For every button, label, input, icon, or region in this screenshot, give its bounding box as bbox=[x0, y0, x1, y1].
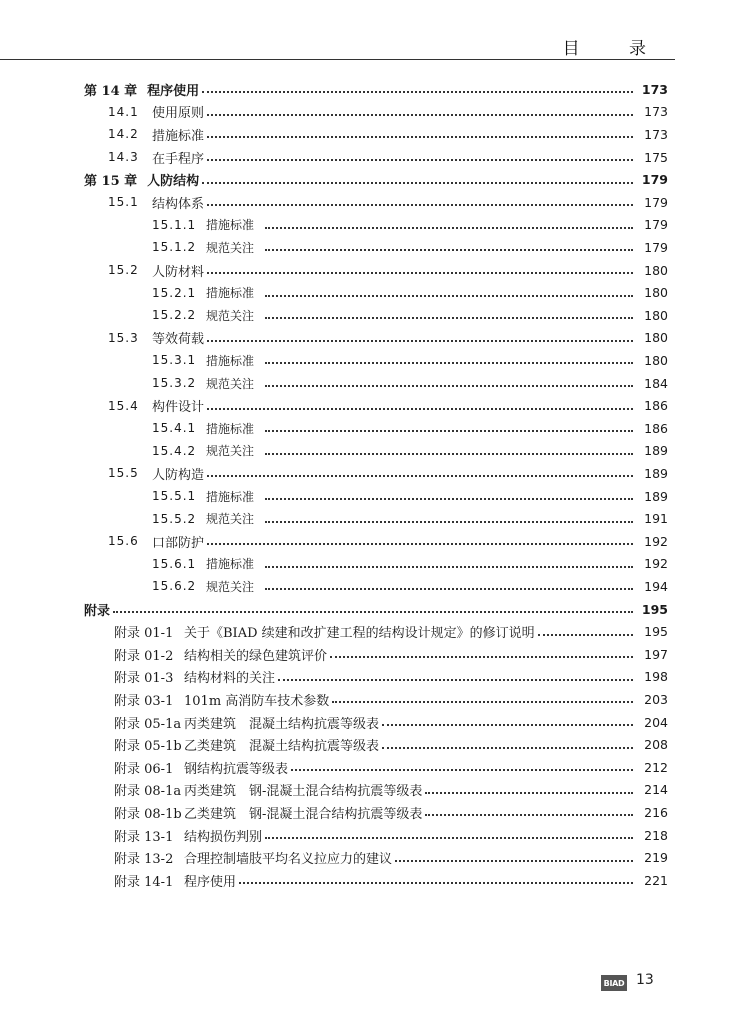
dot-leader bbox=[330, 656, 633, 658]
toc-entry[interactable] bbox=[108, 259, 668, 282]
toc-entry-page: 195 bbox=[641, 601, 668, 617]
toc-entry-title: 规范关注 bbox=[206, 240, 255, 255]
toc-entry[interactable] bbox=[108, 394, 668, 417]
toc-entry[interactable] bbox=[152, 349, 668, 372]
toc-entry-title: 规范关注 bbox=[206, 308, 255, 323]
dot-leader bbox=[395, 860, 633, 862]
toc-entry-title: 措施标准 bbox=[206, 218, 255, 233]
toc-entry-title: 合理控制墙肢平均名义拉应力的建议 bbox=[184, 852, 393, 868]
toc-entry-page: 173 bbox=[641, 81, 668, 97]
dot-leader bbox=[207, 340, 633, 342]
toc-entry[interactable] bbox=[114, 688, 668, 711]
dot-leader bbox=[207, 272, 633, 274]
dot-leader bbox=[265, 430, 633, 432]
toc-entry[interactable] bbox=[152, 236, 668, 259]
dot-leader bbox=[332, 701, 633, 703]
toc-entry-title: 丙类建筑 钢-混凝土混合结构抗震等级表 bbox=[184, 784, 423, 800]
toc-entry-number: 附录 08-1b bbox=[114, 806, 182, 822]
toc-entry-number: 第 14 章 bbox=[84, 83, 138, 99]
toc-entry-page: 180 bbox=[644, 352, 668, 368]
toc-entry-number: 15.5.1 bbox=[152, 489, 197, 504]
dot-leader bbox=[265, 295, 633, 297]
toc-entry-number: 15.4.2 bbox=[152, 443, 197, 458]
toc-entry-title: 规范关注 bbox=[206, 444, 255, 459]
toc-entry[interactable] bbox=[152, 372, 668, 395]
page-number: 13 bbox=[636, 972, 654, 988]
toc-entry-number: 14.2 bbox=[108, 127, 139, 142]
toc-entry-title: 措施标准 bbox=[206, 286, 255, 301]
toc-entry[interactable] bbox=[108, 146, 668, 169]
toc-entry[interactable] bbox=[152, 440, 668, 463]
toc-entry-title: 丙类建筑 混凝土结构抗震等级表 bbox=[184, 716, 380, 732]
toc-entry-number: 15.1.2 bbox=[152, 240, 197, 255]
toc-entry-page: 179 bbox=[644, 239, 668, 255]
toc-entry[interactable] bbox=[114, 801, 668, 824]
dot-leader bbox=[382, 747, 633, 749]
toc-entry[interactable] bbox=[114, 756, 668, 779]
toc-entry[interactable] bbox=[152, 304, 668, 327]
toc-entry-number: 附录 08-1a bbox=[114, 784, 182, 800]
toc-entry-title: 结构体系 bbox=[152, 196, 205, 212]
toc-entry-number: 附录 01-3 bbox=[114, 671, 174, 687]
toc-entry[interactable] bbox=[114, 711, 668, 734]
toc-entry-title: 人防材料 bbox=[152, 264, 205, 280]
toc-entry-page: 180 bbox=[644, 330, 668, 346]
toc-entry-page: 186 bbox=[644, 420, 668, 436]
toc-entry[interactable] bbox=[84, 78, 668, 101]
toc-entry-page: 194 bbox=[644, 578, 668, 594]
dot-leader bbox=[265, 385, 633, 387]
toc-entry[interactable] bbox=[108, 462, 668, 485]
toc-entry[interactable] bbox=[152, 417, 668, 440]
dot-leader bbox=[265, 521, 633, 523]
toc-entry-title: 等效荷载 bbox=[152, 332, 205, 348]
toc-entry[interactable] bbox=[152, 485, 668, 508]
toc-entry-title: 规范关注 bbox=[206, 376, 255, 391]
toc-entry-title: 使用原则 bbox=[152, 106, 205, 122]
toc-entry-number: 15.3 bbox=[108, 330, 139, 345]
toc-entry[interactable] bbox=[114, 869, 668, 892]
dot-leader bbox=[538, 634, 633, 636]
toc-entry[interactable] bbox=[152, 214, 668, 237]
toc-entry-number: 15.6 bbox=[108, 534, 139, 549]
toc-entry[interactable] bbox=[114, 779, 668, 802]
toc-entry-number: 附录 13-2 bbox=[114, 852, 174, 868]
toc-entry-page: 212 bbox=[644, 759, 668, 775]
toc-entry-page: 221 bbox=[644, 872, 668, 888]
toc-entry-number: 第 15 章 bbox=[84, 174, 138, 190]
toc-entry-page: 180 bbox=[644, 307, 668, 323]
toc-entry-page: 208 bbox=[644, 737, 668, 753]
toc-entry[interactable] bbox=[152, 575, 668, 598]
toc-entry[interactable] bbox=[114, 666, 668, 689]
toc-entry-number: 15.4 bbox=[108, 398, 139, 413]
dot-leader bbox=[207, 475, 633, 477]
toc-entry-number: 15.6.1 bbox=[152, 556, 197, 571]
dot-leader bbox=[207, 543, 633, 545]
dot-leader bbox=[202, 182, 633, 184]
dot-leader bbox=[265, 249, 633, 251]
toc-entry[interactable] bbox=[108, 191, 668, 214]
dot-leader bbox=[207, 114, 633, 116]
toc-entry-page: 173 bbox=[644, 104, 668, 120]
toc-entry[interactable] bbox=[84, 598, 668, 621]
toc-entry-number: 14.3 bbox=[108, 150, 139, 165]
toc-entry-number: 附录 05-1a bbox=[114, 716, 182, 732]
dot-leader bbox=[207, 159, 633, 161]
toc-entry-page: 192 bbox=[644, 556, 668, 572]
toc-entry[interactable] bbox=[152, 507, 668, 530]
toc-entry-title: 钢结构抗震等级表 bbox=[184, 761, 289, 777]
toc-entry-number: 附录 05-1b bbox=[114, 739, 182, 755]
toc-entry-page: 180 bbox=[644, 285, 668, 301]
toc-entry-title: 措施标准 bbox=[206, 421, 255, 436]
toc-entry-page: 173 bbox=[644, 126, 668, 142]
dot-leader bbox=[382, 724, 633, 726]
toc-entry-number: 附录 14-1 bbox=[114, 874, 174, 890]
dot-leader bbox=[425, 792, 633, 794]
page-header-title: 目 录 bbox=[562, 39, 668, 59]
toc-entry-number: 15.2.2 bbox=[152, 308, 197, 323]
toc-entry-number: 15.2.1 bbox=[152, 285, 197, 300]
toc-entry[interactable] bbox=[108, 101, 668, 124]
toc-entry[interactable] bbox=[114, 620, 668, 643]
dot-leader bbox=[207, 136, 633, 138]
toc-entry-page: 218 bbox=[644, 827, 668, 843]
toc-entry-page: 189 bbox=[644, 443, 668, 459]
toc-entry-title: 程序使用 bbox=[184, 874, 237, 890]
toc-entry-page: 179 bbox=[641, 172, 668, 188]
toc-entry-title: 人防构造 bbox=[152, 467, 205, 483]
toc-entry-number: 15.3.2 bbox=[152, 376, 197, 391]
dot-leader bbox=[291, 769, 633, 771]
dot-leader bbox=[265, 566, 633, 568]
toc-entry-number: 附录 01-2 bbox=[114, 648, 174, 664]
toc-entry-number: 附录 13-1 bbox=[114, 829, 174, 845]
toc-entry-page: 216 bbox=[644, 804, 668, 820]
dot-leader bbox=[265, 227, 633, 229]
toc-entry[interactable] bbox=[152, 281, 668, 304]
toc-entry-page: 179 bbox=[644, 217, 668, 233]
toc-entry-number: 15.1 bbox=[108, 195, 139, 210]
toc-entry-page: 191 bbox=[644, 511, 668, 527]
toc-entry-page: 204 bbox=[644, 714, 668, 730]
toc-entry[interactable] bbox=[108, 530, 668, 553]
toc-entry-title: 结构材料的关注 bbox=[184, 671, 276, 687]
toc-entry-number: 15.4.1 bbox=[152, 421, 197, 436]
biad-logo: BIAD bbox=[601, 975, 627, 991]
toc-entry-number: 15.1.1 bbox=[152, 217, 197, 232]
toc-entry-title: 措施标准 bbox=[206, 353, 255, 368]
toc-entry-page: 180 bbox=[644, 262, 668, 278]
toc-entry-page: 175 bbox=[644, 149, 668, 165]
toc-entry-title: 乙类建筑 混凝土结构抗震等级表 bbox=[184, 739, 380, 755]
dot-leader bbox=[265, 498, 633, 500]
dot-leader bbox=[265, 588, 633, 590]
toc-entry-page: 198 bbox=[644, 669, 668, 685]
toc-entry-page: 189 bbox=[644, 488, 668, 504]
toc-entry-title: 措施标准 bbox=[206, 557, 255, 572]
dot-leader bbox=[265, 317, 633, 319]
toc-entry-title: 结构相关的绿色建筑评价 bbox=[184, 648, 328, 664]
toc-entry-number: 14.1 bbox=[108, 104, 139, 119]
toc-entry-title: 101m 高消防车技术参数 bbox=[184, 693, 330, 709]
dot-leader bbox=[207, 408, 633, 410]
dot-leader bbox=[425, 814, 633, 816]
toc-entry-page: 219 bbox=[644, 850, 668, 866]
toc-entry-title: 人防结构 bbox=[147, 174, 200, 190]
toc-entry-title: 措施标准 bbox=[206, 489, 255, 504]
toc-entry-title: 措施标准 bbox=[152, 128, 205, 144]
toc-entry-page: 214 bbox=[644, 782, 668, 798]
toc-entry-page: 186 bbox=[644, 398, 668, 414]
toc-entry-number: 15.5.2 bbox=[152, 511, 197, 526]
toc-entry-title: 乙类建筑 钢-混凝土混合结构抗震等级表 bbox=[184, 806, 423, 822]
toc-entry-title: 关于《BIAD 续建和改扩建工程的结构设计规定》的修订说明 bbox=[184, 626, 535, 642]
toc-entry[interactable] bbox=[108, 123, 668, 146]
toc-entry[interactable] bbox=[114, 846, 668, 869]
toc-entry-number: 15.2 bbox=[108, 263, 139, 278]
toc-entry-number: 15.5 bbox=[108, 466, 139, 481]
toc-entry-page: 197 bbox=[644, 646, 668, 662]
toc-entry-title: 结构损伤判别 bbox=[184, 829, 263, 845]
toc-entry-number: 15.6.2 bbox=[152, 579, 197, 594]
dot-leader bbox=[202, 91, 633, 93]
toc-entry[interactable] bbox=[152, 553, 668, 576]
header-divider bbox=[0, 59, 675, 60]
toc-entry[interactable] bbox=[108, 327, 668, 350]
toc-entry-title: 构件设计 bbox=[152, 400, 205, 416]
toc-entry[interactable] bbox=[114, 733, 668, 756]
dot-leader bbox=[113, 611, 633, 613]
toc-entry-title: 程序使用 bbox=[147, 83, 200, 99]
toc-entry-number: 附录 06-1 bbox=[114, 761, 174, 777]
dot-leader bbox=[207, 204, 633, 206]
dot-leader bbox=[265, 453, 633, 455]
toc-entry-page: 189 bbox=[644, 465, 668, 481]
dot-leader bbox=[265, 837, 633, 839]
toc-entry-title: 规范关注 bbox=[206, 579, 255, 594]
toc-entry-page: 192 bbox=[644, 533, 668, 549]
toc-entry[interactable] bbox=[84, 168, 668, 191]
toc-entry-number: 附录 03-1 bbox=[114, 693, 174, 709]
toc-entry-title: 在手程序 bbox=[152, 151, 205, 167]
toc-entry-title: 附录 bbox=[84, 603, 111, 619]
toc-entry-page: 184 bbox=[644, 375, 668, 391]
dot-leader bbox=[239, 882, 633, 884]
toc-entry-number: 15.3.1 bbox=[152, 353, 197, 368]
toc-entry-title: 规范关注 bbox=[206, 512, 255, 527]
toc-entry[interactable] bbox=[114, 643, 668, 666]
toc-entry-title: 口部防护 bbox=[152, 535, 205, 551]
toc-entry-page: 179 bbox=[644, 194, 668, 210]
dot-leader bbox=[265, 362, 633, 364]
toc-entry-number: 附录 01-1 bbox=[114, 626, 174, 642]
toc-entry-page: 195 bbox=[644, 624, 668, 640]
toc-entry[interactable] bbox=[114, 824, 668, 847]
toc-entry-page: 203 bbox=[644, 691, 668, 707]
dot-leader bbox=[278, 679, 633, 681]
